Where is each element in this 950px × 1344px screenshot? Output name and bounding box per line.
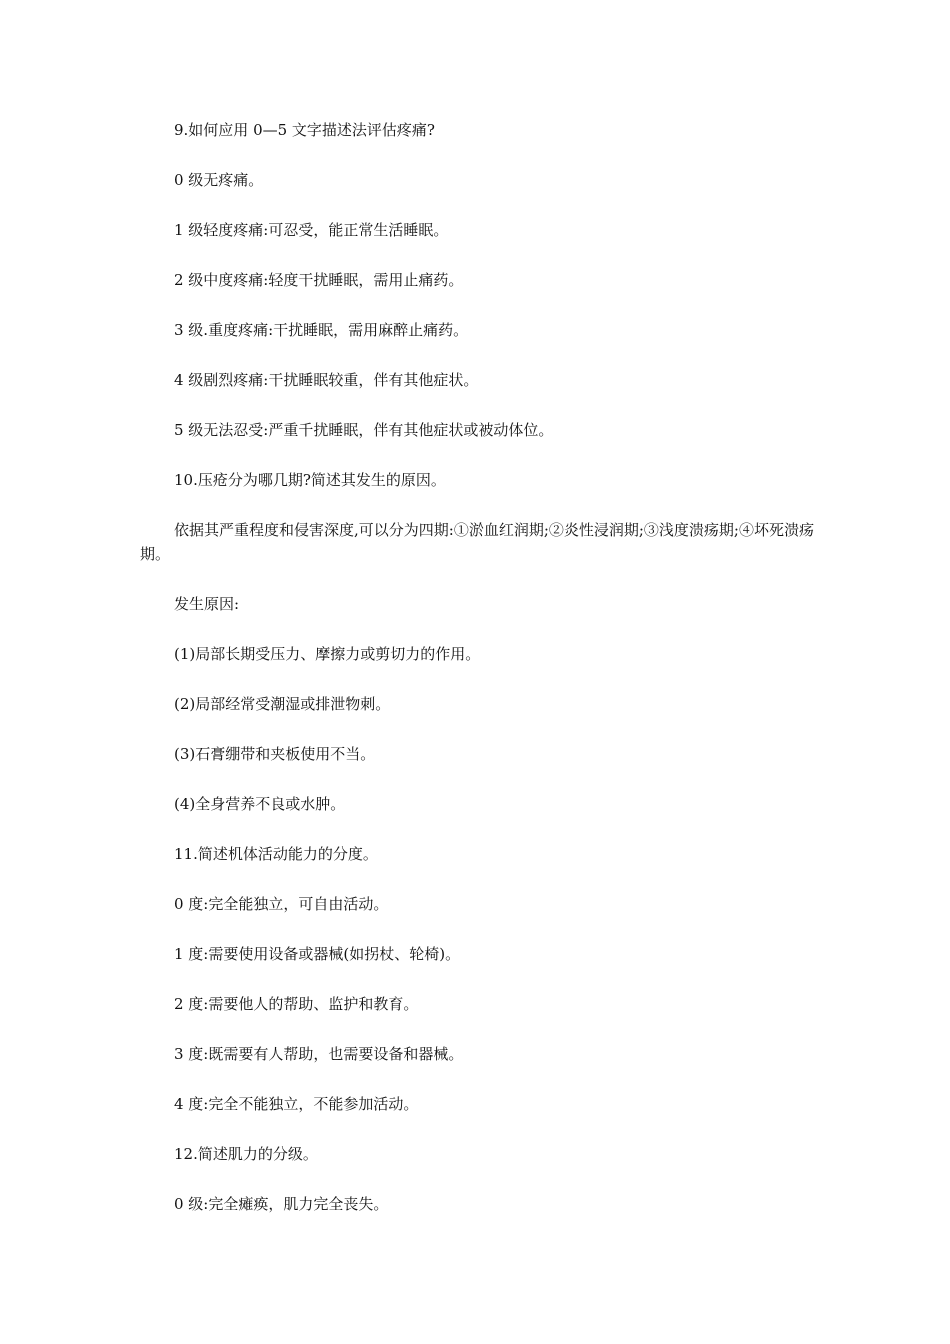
pain-level-3: 3 级.重度疼痛:干扰睡眠，需用麻醉止痛药。 — [174, 321, 469, 339]
pressure-ulcer-stages: 依据其严重程度和侵害深度,可以分为四期:①淤血红润期;②炎性浸润期;③浅度溃疡期;④坏死溃疡期。 — [140, 521, 814, 563]
cause-2: (2)局部经常受潮湿或排泄物刺。 — [174, 695, 391, 713]
muscle-strength-level-0: 0 级:完全瘫痪，肌力完全丧失。 — [174, 1195, 389, 1213]
causes-heading: 发生原因: — [174, 595, 240, 613]
activity-degree-2: 2 度:需要他人的帮助、监护和教育。 — [174, 995, 419, 1013]
activity-degree-4: 4 度:完全不能独立，不能参加活动。 — [174, 1095, 419, 1113]
question-10-heading: 10.压疮分为哪几期?简述其发生的原因。 — [174, 471, 446, 489]
pain-level-0: 0 级无疼痛。 — [174, 171, 264, 189]
activity-degree-3: 3 度:既需要有人帮助，也需要设备和器械。 — [174, 1045, 464, 1063]
pain-level-4: 4 级剧烈疼痛:干扰睡眠较重，伴有其他症状。 — [174, 371, 479, 389]
pain-level-1: 1 级轻度疼痛:可忍受，能正常生活睡眠。 — [174, 221, 449, 239]
activity-degree-1: 1 度:需要使用设备或器械(如拐杖、轮椅)。 — [174, 945, 461, 963]
document-page — [140, 118, 830, 1242]
pain-level-2: 2 级中度疼痛:轻度干扰睡眠，需用止痛药。 — [174, 271, 464, 289]
question-9-heading: 9.如何应用 0—5 文字描述法评估疼痛? — [174, 121, 435, 139]
cause-3: (3)石膏绷带和夹板使用不当。 — [174, 745, 376, 763]
cause-4: (4)全身营养不良或水肿。 — [174, 795, 346, 813]
cause-1: (1)局部长期受压力、摩擦力或剪切力的作用。 — [174, 645, 481, 663]
question-11-heading: 11.简述机体活动能力的分度。 — [174, 845, 378, 863]
activity-degree-0: 0 度:完全能独立，可自由活动。 — [174, 895, 389, 913]
pain-level-5: 5 级无法忍受:严重千扰睡眠，伴有其他症状或被动体位。 — [174, 421, 554, 439]
question-12-heading: 12.简述肌力的分级。 — [174, 1145, 318, 1163]
